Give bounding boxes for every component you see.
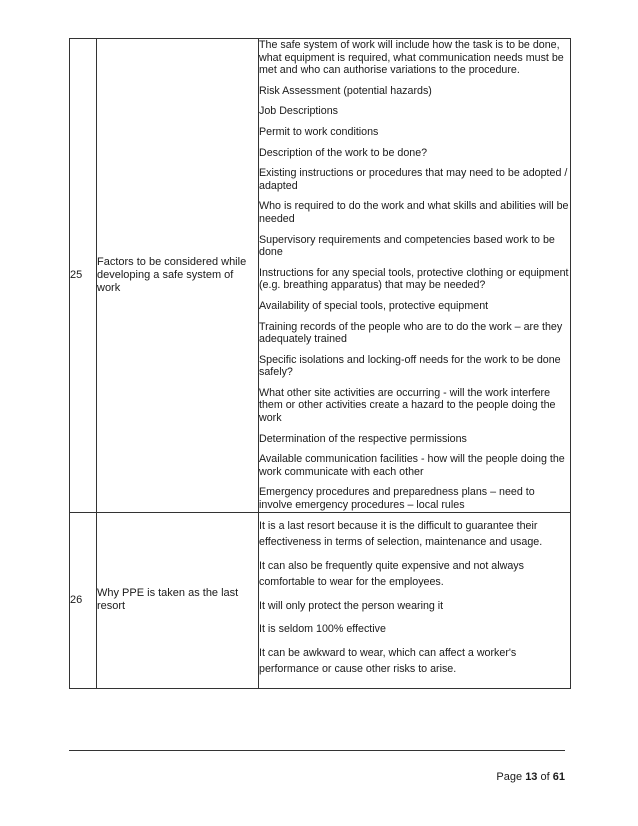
page-prefix: Page [496,771,523,783]
detail-item: Emergency procedures and preparedness plans – need to involve emergency procedures – local rules [259,486,535,512]
row-details [259,39,571,513]
detail-item: Specific isolations and locking-off needs for the work to be done safely? [259,353,561,379]
footer-divider [69,750,565,751]
detail-item: Description of the work to be done? [259,146,428,159]
detail-item: What other site activities are occurring - will the work interfere them or other activities create a hazard to the people doing the work [259,386,556,425]
row-topic: Why PPE is taken as the last resort [97,512,259,688]
detail-item: Available communication facilities - how will the people doing the work communicate with each other [259,453,565,478]
row-topic: Factors to be considered while developing a safe system of work [97,39,259,513]
detail-item: It can be awkward to wear, which can affect a worker's performance or cause other risks to arise. [259,646,517,676]
of-label: of [540,771,550,783]
detail-item: It is seldom 100% effective [259,623,386,636]
detail-item: It can also be frequently quite expensive and not always comfortable to wear for the employees. [259,559,524,589]
detail-item: Instructions for any special tools, protective clothing or equipment (e.g. breathing apparatus) that may be needed? [259,266,569,292]
detail-item: Training records of the people who are to do the work – are they adequately trained [259,320,563,346]
table-row [70,39,571,513]
detail-item: It is a last resort because it is the difficult to guarantee their effectiveness in terms of selection, maintenance and usage. [259,519,543,549]
row-number: 25 [70,39,97,513]
page-number [496,771,565,783]
detail-item: Availability of special tools, protective equipment [259,299,489,312]
detail-item: Job Descriptions [259,105,339,118]
total-pages: 61 [552,771,565,783]
detail-item: Risk Assessment (potential hazards) [259,84,432,97]
detail-item: Permit to work conditions [259,125,379,138]
detail-item: Supervisory requirements and competencies based work to be done [259,233,555,259]
row-number: 26 [70,512,97,688]
detail-item: Determination of the respective permissions [259,432,467,445]
detail-item: The safe system of work will include how the task is to be done, what equipment is required, what communication needs must be met and who can authorise variations to the procedure. [259,39,564,77]
detail-item: It will only protect the person wearing it [259,599,444,612]
detail-item: Existing instructions or procedures that may need to be adopted / adapted [259,167,568,192]
table-row [70,512,571,688]
row-details [259,512,571,688]
content-table [69,38,571,689]
current-page: 13 [525,771,538,783]
detail-item: Who is required to do the work and what skills and abilities will be needed [259,200,569,225]
